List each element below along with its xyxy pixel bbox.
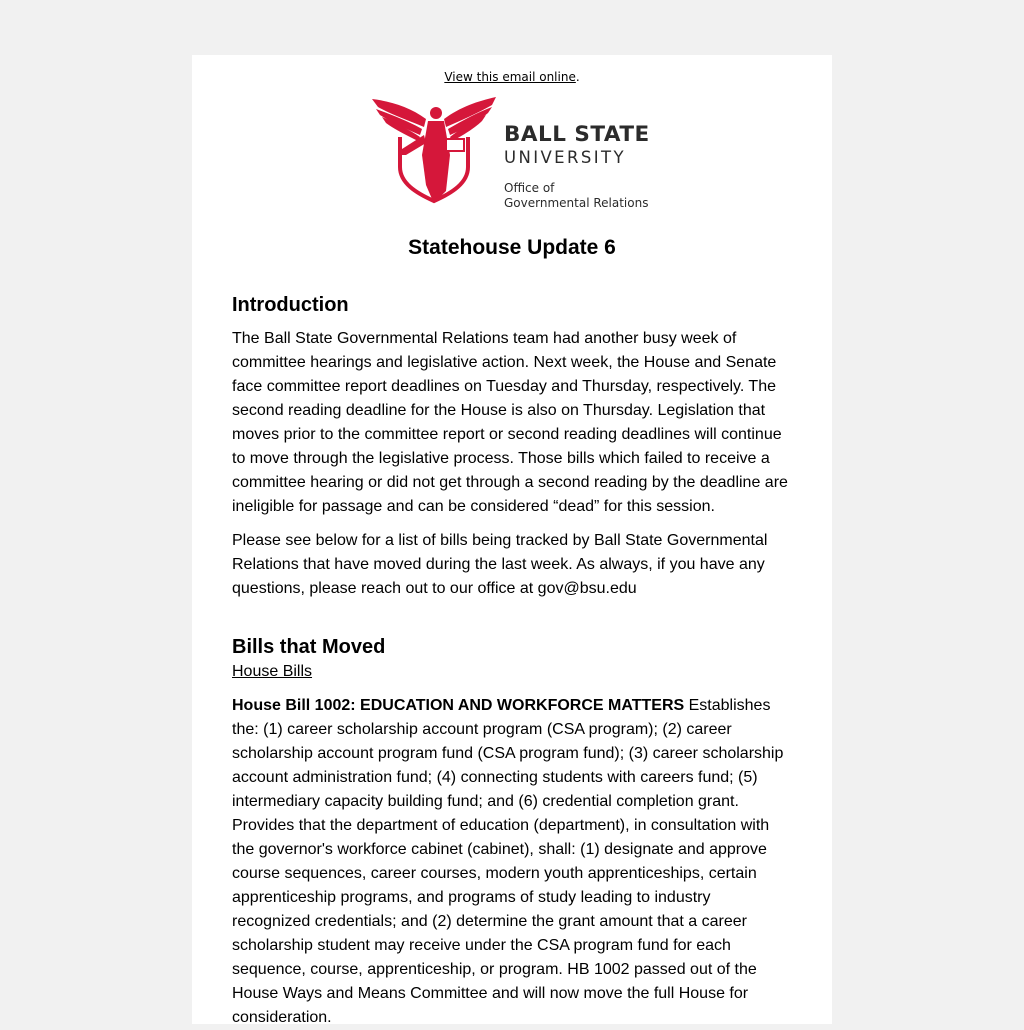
email-card — [192, 55, 832, 1024]
university-logo — [370, 95, 660, 210]
view-online-period: . — [575, 70, 580, 84]
cardinal-shield-icon — [370, 95, 500, 205]
bills-heading: Bills that Moved — [232, 636, 386, 658]
bill-title: House Bill 1002: EDUCATION AND WORKFORCE MATTERS — [232, 697, 685, 714]
email-content — [232, 292, 792, 1030]
bill-item — [232, 694, 792, 1030]
logo-university: UNIVERSITY — [504, 148, 626, 167]
logo-office-line1: Office of — [504, 181, 555, 195]
view-online-link[interactable]: View this email online — [444, 70, 576, 84]
intro-paragraph-1: The Ball State Governmental Relations team had another busy week of committee hearings and legislative action. Next week, the House and Senate face committee report deadlines on Tuesday and Thursday, respectively. The second reading deadline for the House is also on Thursday. Legislation that moves prior to the committee report or second reading deadlines will continue to move through the legislative process. Those bills which failed to receive a committee hearing or did not get through a second reading by the deadline are ineligible for passage and can be considered “dead” for this session. — [232, 330, 788, 515]
intro-paragraph-2: Please see below for a list of bills being tracked by Ball State Governmental Relations that have moved during the last week. As always, if you have any questions, please reach out to our office at gov@bsu.edu — [232, 532, 768, 597]
bill-description: Establishes the: (1) career scholarship account program (CSA program); (2) career scholarship account program fund (CSA program fund); (3) career scholarship account administration fund; (4) connecting students with careers fund; (5) intermediary capacity building fund; and (6) credential completion grant. Provides that the department of education (department), in consultation with the governor's workforce cabinet (cabinet), shall: (1) designate and approve course sequences, career courses, modern youth apprenticeships, certain apprenticeship programs, and programs of study leading to industry recognized credentials; and (2) determine the grant amount that a career scholarship student may receive under the CSA program fund for each sequence, course, apprenticeship, or program. HB 1002 passed out of the House Ways and Means Committee and will now move the full House for consideration. — [232, 697, 784, 1026]
logo-office-line2: Governmental Relations — [504, 196, 649, 210]
page-title: Statehouse Update 6 — [408, 236, 616, 259]
logo-office — [504, 181, 650, 211]
house-bills-subheading: House Bills — [232, 663, 313, 680]
intro-heading: Introduction — [232, 294, 349, 316]
logo-name: BALL STATE — [504, 122, 650, 147]
logo-wordmark — [504, 122, 650, 211]
view-online-line — [192, 70, 832, 84]
